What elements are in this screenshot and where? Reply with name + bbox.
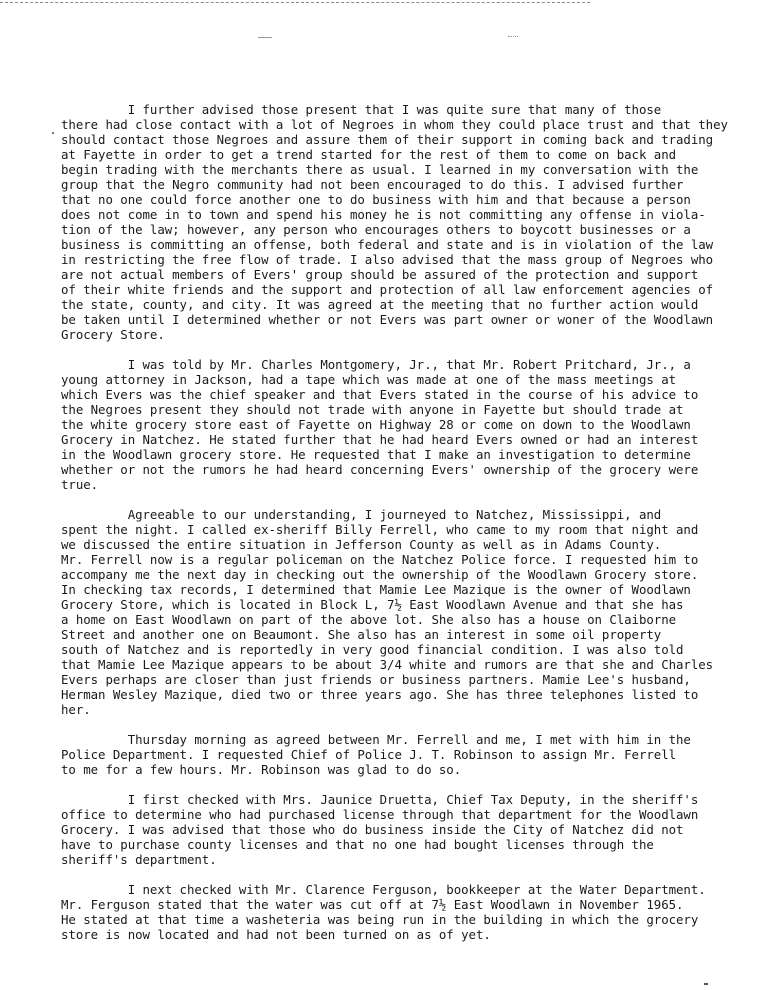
paragraph-water-department: I next checked with Mr. Clarence Ferguson, bookkeeper at the Water Department. Mr. Ferguson stated that the water was cut off at 7½ East Woodlawn in November 1965. He stated at that time a washeteria was being run in the building in which the grocery store is now located and had not been turned on as of yet.	[61, 882, 706, 942]
paragraph-tax-deputy: I first checked with Mrs. Jaunice Druetta, Chief Tax Deputy, in the sheriff's office to determine who had purchased license through that department for the Woodlawn Grocery. I was advised that those who do business inside the City of Natchez did not have to purchase county licenses and that no one had bought licenses through the sheriff's department.	[61, 792, 699, 867]
paragraph-police-department: Thursday morning as agreed between Mr. Ferrell and me, I met with him in the Police Department. I requested Chief of Police J. T. Robinson to assign Mr. Ferrell to me for a few hours. Mr. Robinson was glad to do so.	[61, 732, 691, 777]
paragraph-fayette-meeting: I further advised those present that I was quite sure that many of those there had close contact with a lot of Negroes in whom they could place trust and that they should contact those Negroes and assure them of their support in coming back and trading at Fayette in order to get a trend started for the rest of them to come on back and begin trading with the merchants there as usual. I learned in my conversation with the group that the Negro community had not been encouraged to do this. I advised further that no one could force another one to do business with him and that because a person does not come in to town and spend his money he is not committing any offense in viola- tion of the law; however, any person who encourages others to boycott businesses or a business is committing an offense, both federal and state and is in violation of the law in restricting the free flow of trade. I also advised that the mass group of Negroes who are not actual members of Evers' group should be assured of the protection and support of their white friends and the support and protection of all law enforcement agencies of the state, county, and city. It was agreed at the meeting that no further action would be taken until I determined whether or not Evers was part owner or woner of the Woodlawn Grocery Store.	[61, 102, 728, 342]
document-body	[61, 102, 751, 942]
scan-mark	[508, 36, 518, 37]
paragraph-tape-report: I was told by Mr. Charles Montgomery, Jr., that Mr. Robert Pritchard, Jr., a young attorney in Jackson, had a tape which was made at one of the mass meetings at which Evers was the chief speaker and that Evers stated in the course of his advice to the Negroes present they should not trade with anyone in Fayette but should trade at the white grocery store east of Fayette on Highway 28 or come on down to the Woodlawn Grocery in Natchez. He stated further that he had heard Evers owned or had an interest in the Woodlawn grocery store. He requested that I make an investigation to determine whether or not the rumors he had heard concerning Evers' ownership of the grocery were true.	[61, 357, 699, 492]
paragraph-natchez-trip: Agreeable to our understanding, I journeyed to Natchez, Mississippi, and spent the night. I called ex-sheriff Billy Ferrell, who came to my room that night and we discussed the entire situation in Jefferson County as well as in Adams County. Mr. Ferrell now is a regular policeman on the Natchez Police force. I requested him to accompany me the next day in checking out the ownership of the Woodlawn Grocery store. In checking tax records, I determined that Mamie Lee Mazique is the owner of Woodlawn Grocery Store, which is located in Block L, 7½ East Woodlawn Avenue and that she has a home on East Woodlawn on part of the above lot. She also has a house on Claiborne Street and another one on Beaumont. She also has an interest in some oil property south of Natchez and is reportedly in very good financial condition. I was also told that Mamie Lee Mazique appears to be about 3/4 white and rumors are that she and Charles Evers perhaps are closer than just friends or business partners. Mamie Lee's husband, Herman Wesley Mazique, died two or three years ago. She has three telephones listed to her.	[61, 507, 714, 717]
scan-mark	[258, 37, 272, 38]
top-edge-rule	[0, 2, 590, 3]
margin-mark	[52, 132, 54, 134]
corner-mark	[704, 983, 708, 985]
